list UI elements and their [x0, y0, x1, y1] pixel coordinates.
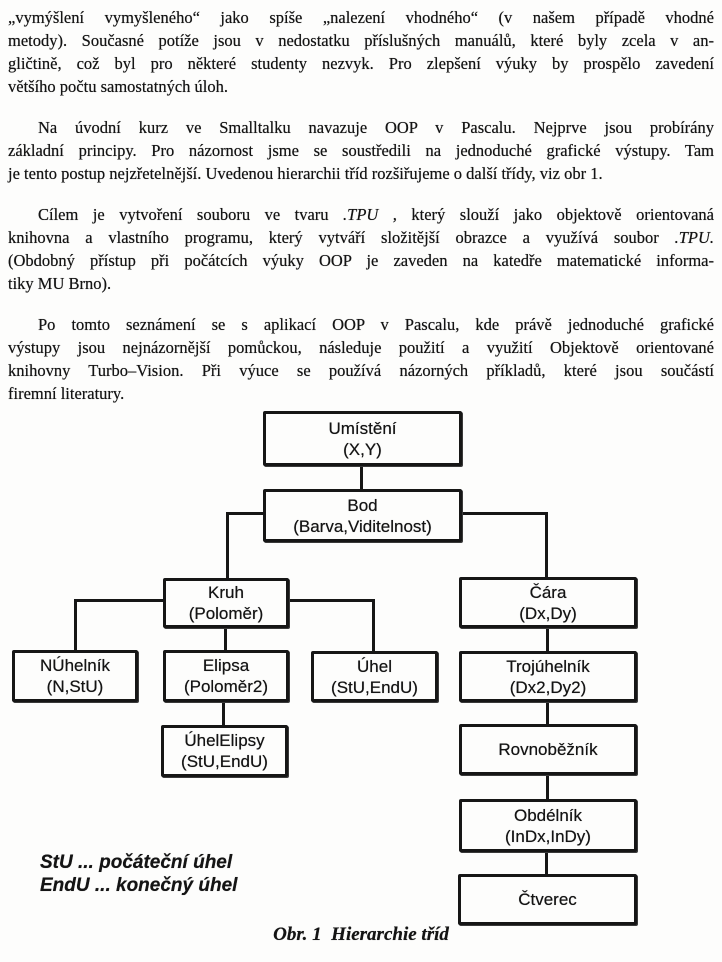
legend-line-stu: StU ... počáteční úhel [40, 852, 233, 873]
diagram-node-cara [459, 577, 637, 628]
text-line: gličtině, což byl pro některé studenty nezvyk. Pro zlepšení výuky by prospělo zavedení [8, 54, 714, 73]
figure-caption: Obr. 1 Hierarchie tříd [273, 924, 449, 945]
text-run: Cílem je vytvoření souboru ve tvaru [38, 205, 344, 224]
node-params: (X,Y) [343, 439, 382, 459]
text-line: (Obdobný přístup při počátcích výuky OOP je zaveden na katedře matematické informa- [8, 251, 714, 270]
connector-kruh-elipsa [224, 627, 227, 651]
diagram-node-trojuhelnik [459, 651, 637, 702]
connector-bod-right-horizontal [461, 512, 548, 515]
diagram-node-umisteni [263, 411, 462, 466]
diagram-node-obdelnik [459, 799, 637, 852]
node-params: (InDx,InDy) [505, 826, 591, 846]
node-params: (N,StU) [46, 677, 104, 696]
text-line: tiky MU Brno). [8, 274, 112, 293]
connector-bod-cara-vertical [545, 512, 548, 578]
text-line: firemní literatury. [8, 384, 125, 403]
diagram-node-uhelelipsy [161, 725, 288, 777]
node-title: Kruh [208, 583, 244, 602]
node-title: Úhel [357, 656, 392, 676]
connector-kruh-right-horizontal [288, 599, 375, 602]
text-line: většího počtu samostatných úloh. [8, 77, 228, 96]
node-title: Umístění [328, 418, 397, 438]
text-line: Na úvodní kurz ve Smalltalku navazuje OOP v Pascalu. Nejprve jsou probírány [38, 118, 714, 137]
node-title: Trojúhelník [506, 656, 590, 676]
connector-kruh-uhel-vertical [372, 599, 375, 652]
diagram-legend [40, 851, 237, 897]
text-line: základní principy. Pro názornost jsme se soustředili na jednoduché grafické výstupy. Tam [8, 141, 714, 160]
node-title: Bod [347, 495, 378, 515]
diagram-node-elipsa [163, 650, 289, 702]
text-line: „vymýšlení vymyšleného“ jako spíše „nalezení vhodného“ (v našem případě vhodné [8, 8, 714, 27]
diagram-node-bod [263, 489, 462, 542]
connector-obdelnik-ctverec [545, 851, 548, 875]
text-line: knihovny Turbo–Vision. Při výuce se používá názorných příkladů, které jsou součástí [8, 361, 714, 380]
connector-rovnobeznik-obdelnik [546, 774, 549, 800]
node-params: (Dx,Dy) [519, 603, 577, 623]
node-params: (StU,EndU) [331, 677, 418, 697]
node-title: Čtverec [518, 890, 577, 909]
text-line: výstupy jsou nejnázornější pomůckou, následuje použití a využití Objektově orientované [8, 338, 714, 357]
diagram-node-uhel [311, 651, 438, 702]
diagram-node-ctverec [458, 874, 637, 925]
node-params: (Dx2,Dy2) [509, 677, 587, 697]
diagram-node-rovnobeznik [459, 724, 637, 775]
node-title: Obdélník [513, 805, 583, 825]
node-title: ÚhelElipsy [184, 731, 265, 750]
connector-umisteni-bod [360, 465, 363, 491]
node-title: Elipsa [202, 656, 250, 675]
node-params: (StU,EndU) [181, 752, 268, 771]
node-params: (Poloměr2) [183, 677, 269, 696]
connector-bod-left-horizontal [226, 512, 264, 515]
node-params: (Poloměr) [188, 604, 264, 623]
text-run-italic: .TPU , [343, 205, 397, 224]
connector-elipsa-uhelelipsy [222, 701, 225, 726]
connector-cara-trojuhelnik [546, 627, 549, 652]
legend-line-endu: EndU ... konečný úhel [40, 875, 238, 896]
text-run-italic: .TPU. [674, 228, 714, 247]
node-title: NÚhelník [40, 656, 110, 675]
connector-trojuhelnik-rovnobeznik [546, 701, 549, 725]
node-title: Rovnoběžník [498, 740, 598, 759]
diagram-node-kruh [163, 578, 289, 628]
diagram-node-nuhelnik [12, 650, 138, 702]
node-title: Čára [529, 582, 567, 602]
text-line: je tento postup nejzřetelnější. Uvedenou hierarchii tříd rozšiřujeme o další třídy, viz obr 1. [8, 164, 603, 183]
text-run: který slouží jako objektově orientovaná [396, 205, 714, 224]
text-line: metody). Současné potíže jsou v nedostatku příslušných manuálů, které byly zcela v an- [8, 31, 714, 50]
connector-kruh-nuhelnik-vertical [74, 599, 77, 651]
text-line: Po tomto seznámení se s aplikací OOP v Pascalu, kde právě jednoduché grafické [38, 315, 714, 334]
text-run: knihovna a vlastního programu, který vytváří složitější obrazce a využívá soubor [8, 228, 675, 247]
connector-kruh-left-horizontal [74, 599, 164, 602]
node-params: (Barva,Viditelnost) [293, 516, 432, 536]
connector-bod-kruh-vertical [226, 512, 229, 579]
